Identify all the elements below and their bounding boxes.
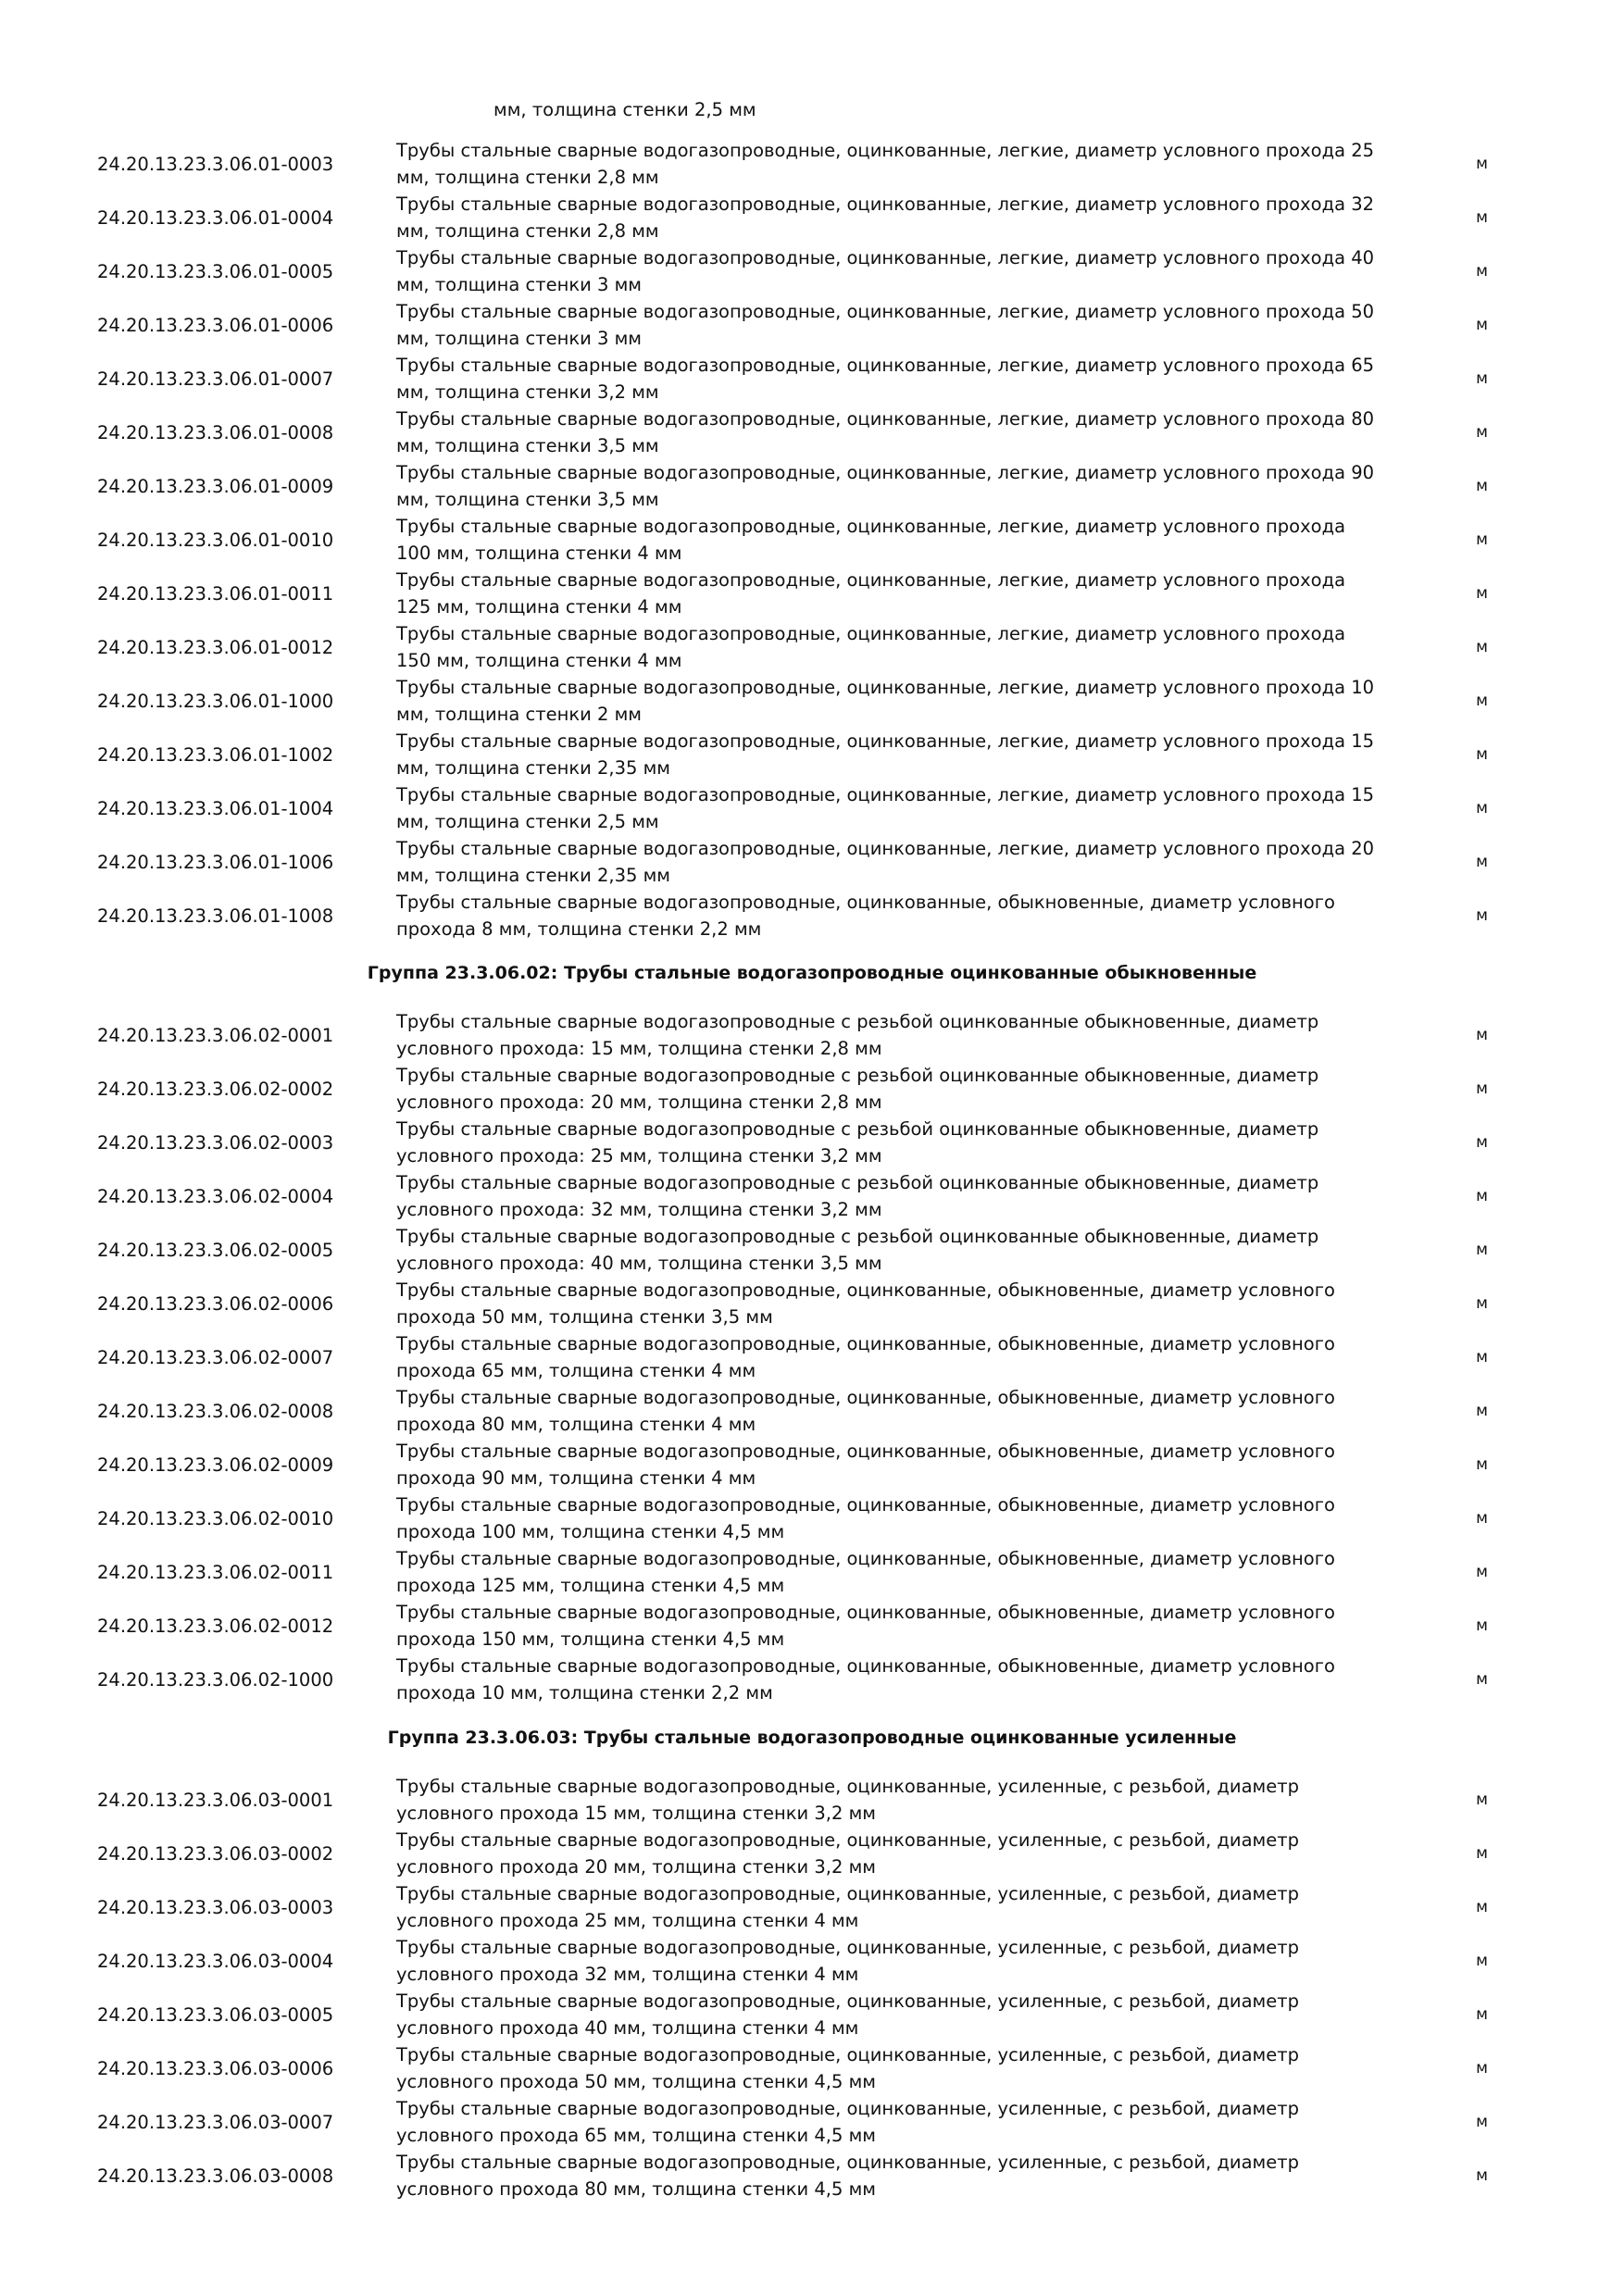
row-description xyxy=(396,1277,1447,1330)
row-code: 24.20.13.23.3.06.03-0006 xyxy=(97,2057,334,2079)
description-line-1: Трубы стальные сварные водогазопроводные, оцинкованные, обыкновенные, диаметр условного xyxy=(396,1655,1335,1677)
row-code: 24.20.13.23.3.06.02-0005 xyxy=(97,1239,334,1261)
row-code: 24.20.13.23.3.06.02-0003 xyxy=(97,1131,334,1154)
row-unit: м xyxy=(1476,853,1488,871)
description-line-1: Трубы стальные сварные водогазопроводные, оцинкованные, легкие, диаметр условного прохода xyxy=(396,516,1346,537)
description-line-2: условного прохода 40 мм, толщина стенки 4 мм xyxy=(396,2017,859,2039)
description-line-1: Трубы стальные сварные водогазопроводные, оцинкованные, легкие, диаметр условного прохода 32 xyxy=(396,193,1375,215)
row-unit: м xyxy=(1476,1241,1488,1259)
description-line-1: Трубы стальные сварные водогазопроводные, оцинкованные, обыкновенные, диаметр условного xyxy=(396,1494,1335,1516)
table-row xyxy=(0,1491,1624,1545)
description-line-1: Трубы стальные сварные водогазопроводные, оцинкованные, легкие, диаметр условного прохода 90 xyxy=(396,462,1375,483)
table-row xyxy=(0,1988,1624,2041)
row-unit: м xyxy=(1476,530,1488,549)
description-line-1: Трубы стальные сварные водогазопроводные, оцинкованные, легкие, диаметр условного прохода 80 xyxy=(396,408,1375,430)
description-line-1: Трубы стальные сварные водогазопроводные, оцинкованные, легкие, диаметр условного прохода 50 xyxy=(396,301,1375,322)
description-line-2: условного прохода 20 мм, толщина стенки 3,2 мм xyxy=(396,1856,876,1878)
row-description xyxy=(396,1223,1447,1277)
row-unit: м xyxy=(1476,584,1488,603)
row-description xyxy=(396,1653,1447,1706)
row-code: 24.20.13.23.3.06.01-1000 xyxy=(97,690,334,712)
row-description xyxy=(396,2095,1447,2149)
row-unit: м xyxy=(1476,1348,1488,1366)
table-row xyxy=(0,1384,1624,1438)
row-code: 24.20.13.23.3.06.01-1002 xyxy=(97,743,334,766)
description-line-2: мм, толщина стенки 3,2 мм xyxy=(396,381,659,403)
table-row xyxy=(0,889,1624,942)
description-line-2: прохода 8 мм, толщина стенки 2,2 мм xyxy=(396,918,762,940)
row-description xyxy=(396,1934,1447,1988)
description-line-2: условного прохода 65 мм, толщина стенки 4,5 мм xyxy=(396,2125,876,2146)
row-unit: м xyxy=(1476,745,1488,764)
description-line-2: мм, толщина стенки 2 мм xyxy=(396,704,643,725)
description-line-1: Трубы стальные сварные водогазопроводные с резьбой оцинкованные обыкновенные, диаметр xyxy=(396,1172,1319,1193)
row-description xyxy=(396,244,1447,298)
row-unit: м xyxy=(1476,906,1488,925)
row-code: 24.20.13.23.3.06.01-0012 xyxy=(97,636,334,658)
table-row xyxy=(0,835,1624,889)
row-code: 24.20.13.23.3.06.03-0004 xyxy=(97,1950,334,1972)
row-unit: м xyxy=(1476,1402,1488,1420)
table-row xyxy=(0,1934,1624,1988)
row-code: 24.20.13.23.3.06.03-0007 xyxy=(97,2111,334,2133)
row-code: 24.20.13.23.3.06.02-0007 xyxy=(97,1346,334,1368)
description-line-2: условного прохода 80 мм, толщина стенки 4,5 мм xyxy=(396,2178,876,2200)
group-heading-23-3-06-02: Группа 23.3.06.02: Трубы стальные водогазопроводные оцинкованные обыкновенные xyxy=(367,963,1257,983)
description-line-2: условного прохода: 15 мм, толщина стенки 2,8 мм xyxy=(396,1038,882,1059)
description-line-1: Трубы стальные сварные водогазопроводные, оцинкованные, легкие, диаметр условного прохода 25 xyxy=(396,140,1375,161)
table-row xyxy=(0,1599,1624,1653)
description-line-2: мм, толщина стенки 3 мм xyxy=(396,328,643,349)
table-row xyxy=(0,1773,1624,1827)
description-line-2: прохода 80 мм, толщина стенки 4 мм xyxy=(396,1414,756,1435)
row-description xyxy=(396,1062,1447,1116)
description-line-1: Трубы стальные сварные водогазопроводные, оцинкованные, обыкновенные, диаметр условного xyxy=(396,1387,1335,1408)
description-line-1: Трубы стальные сварные водогазопроводные с резьбой оцинкованные обыкновенные, диаметр xyxy=(396,1011,1319,1032)
table-row xyxy=(0,728,1624,781)
row-unit: м xyxy=(1476,638,1488,656)
description-line-1: Трубы стальные сварные водогазопроводные, оцинкованные, обыкновенные, диаметр условного xyxy=(396,1548,1335,1569)
row-description xyxy=(396,352,1447,406)
group-heading-23-3-06-03: Группа 23.3.06.03: Трубы стальные водогазопроводные оцинкованные усиленные xyxy=(387,1728,1237,1748)
description-line-1: Трубы стальные сварные водогазопроводные, оцинкованные, обыкновенные, диаметр условного xyxy=(396,1441,1335,1462)
description-line-1: Трубы стальные сварные водогазопроводные, оцинкованные, легкие, диаметр условного прохода 15 xyxy=(396,784,1375,805)
row-code: 24.20.13.23.3.06.02-0001 xyxy=(97,1024,334,1046)
table-row xyxy=(0,1169,1624,1223)
row-code: 24.20.13.23.3.06.02-0006 xyxy=(97,1292,334,1315)
section-1 xyxy=(0,137,1624,942)
row-unit: м xyxy=(1476,262,1488,281)
description-line-2: прохода 10 мм, толщина стенки 2,2 мм xyxy=(396,1682,773,1703)
description-line-2: мм, толщина стенки 3,5 мм xyxy=(396,489,659,510)
description-line-2: условного прохода 15 мм, толщина стенки 3,2 мм xyxy=(396,1803,876,1824)
row-description xyxy=(396,1545,1447,1599)
row-unit: м xyxy=(1476,208,1488,227)
description-line-2: мм, толщина стенки 2,8 мм xyxy=(396,220,659,242)
description-line-1: Трубы стальные сварные водогазопроводные, оцинкованные, обыкновенные, диаметр условного xyxy=(396,892,1335,913)
description-line-1: Трубы стальные сварные водогазопроводные, оцинкованные, усиленные, с резьбой, диаметр xyxy=(396,1937,1299,1958)
row-unit: м xyxy=(1476,799,1488,817)
table-row xyxy=(0,1545,1624,1599)
row-code: 24.20.13.23.3.06.03-0003 xyxy=(97,1896,334,1918)
row-code: 24.20.13.23.3.06.03-0002 xyxy=(97,1842,334,1865)
row-code: 24.20.13.23.3.06.01-0003 xyxy=(97,153,334,175)
row-description xyxy=(396,620,1447,674)
table-row xyxy=(0,137,1624,191)
table-row xyxy=(0,1438,1624,1491)
row-code: 24.20.13.23.3.06.01-1008 xyxy=(97,905,334,927)
row-description xyxy=(396,513,1447,567)
table-row xyxy=(0,781,1624,835)
row-code: 24.20.13.23.3.06.01-0004 xyxy=(97,206,334,229)
table-row xyxy=(0,1653,1624,1706)
description-line-2: мм, толщина стенки 2,8 мм xyxy=(396,167,659,188)
description-line-2: прохода 90 мм, толщина стенки 4 мм xyxy=(396,1467,756,1489)
row-code: 24.20.13.23.3.06.01-0009 xyxy=(97,475,334,497)
description-line-1: Трубы стальные сварные водогазопроводные, оцинкованные, легкие, диаметр условного прохода 10 xyxy=(396,677,1375,698)
row-unit: м xyxy=(1476,1079,1488,1098)
row-unit: м xyxy=(1476,316,1488,334)
row-unit: м xyxy=(1476,1844,1488,1863)
row-unit: м xyxy=(1476,1026,1488,1044)
row-unit: м xyxy=(1476,1791,1488,1809)
row-unit: м xyxy=(1476,1616,1488,1635)
table-row xyxy=(0,298,1624,352)
description-line-1: Трубы стальные сварные водогазопроводные, оцинкованные, легкие, диаметр условного прохода xyxy=(396,623,1346,644)
description-line-1: Трубы стальные сварные водогазопроводные, оцинкованные, легкие, диаметр условного прохода 40 xyxy=(396,247,1375,268)
table-row xyxy=(0,406,1624,459)
table-row xyxy=(0,1062,1624,1116)
section-2 xyxy=(0,1008,1624,1706)
row-description xyxy=(396,2149,1447,2202)
description-line-1: Трубы стальные сварные водогазопроводные, оцинкованные, легкие, диаметр условного прохода 15 xyxy=(396,730,1375,752)
description-line-1: Трубы стальные сварные водогазопроводные, оцинкованные, легкие, диаметр условного прохода 65 xyxy=(396,355,1375,376)
row-unit: м xyxy=(1476,2113,1488,2131)
description-line-2: 150 мм, толщина стенки 4 мм xyxy=(396,650,682,671)
table-row xyxy=(0,1880,1624,1934)
row-unit: м xyxy=(1476,1670,1488,1689)
description-line-2: условного прохода 32 мм, толщина стенки 4 мм xyxy=(396,1964,859,1985)
continuation-line: мм, толщина стенки 2,5 мм xyxy=(493,99,756,120)
description-line-1: Трубы стальные сварные водогазопроводные, оцинкованные, обыкновенные, диаметр условного xyxy=(396,1602,1335,1623)
row-description xyxy=(396,1773,1447,1827)
description-line-2: условного прохода: 20 мм, толщина стенки 2,8 мм xyxy=(396,1092,882,1113)
table-row xyxy=(0,459,1624,513)
row-code: 24.20.13.23.3.06.02-0008 xyxy=(97,1400,334,1422)
description-line-1: Трубы стальные сварные водогазопроводные, оцинкованные, обыкновенные, диаметр условного xyxy=(396,1333,1335,1354)
row-description xyxy=(396,406,1447,459)
table-row xyxy=(0,513,1624,567)
row-unit: м xyxy=(1476,1294,1488,1313)
description-line-1: Трубы стальные сварные водогазопроводные, оцинкованные, усиленные, с резьбой, диаметр xyxy=(396,2098,1299,2119)
row-code: 24.20.13.23.3.06.01-0005 xyxy=(97,260,334,282)
row-description xyxy=(396,298,1447,352)
description-line-2: прохода 50 мм, толщина стенки 3,5 мм xyxy=(396,1306,773,1328)
row-code: 24.20.13.23.3.06.01-0011 xyxy=(97,582,334,605)
row-description xyxy=(396,835,1447,889)
row-unit: м xyxy=(1476,477,1488,495)
row-code: 24.20.13.23.3.06.01-0008 xyxy=(97,421,334,443)
row-unit: м xyxy=(1476,1563,1488,1581)
row-description xyxy=(396,1008,1447,1062)
table-row xyxy=(0,191,1624,244)
description-line-2: 125 мм, толщина стенки 4 мм xyxy=(396,596,682,618)
section-3 xyxy=(0,1773,1624,2202)
row-description xyxy=(396,567,1447,620)
row-unit: м xyxy=(1476,1133,1488,1152)
table-row xyxy=(0,1277,1624,1330)
row-code: 24.20.13.23.3.06.02-0011 xyxy=(97,1561,334,1583)
row-code: 24.20.13.23.3.06.01-0007 xyxy=(97,368,334,390)
row-unit: м xyxy=(1476,1952,1488,1970)
row-description xyxy=(396,137,1447,191)
row-code: 24.20.13.23.3.06.02-1000 xyxy=(97,1668,334,1691)
section-rows xyxy=(0,1773,1624,2202)
description-line-2: прохода 65 мм, толщина стенки 4 мм xyxy=(396,1360,756,1381)
row-description xyxy=(396,1827,1447,1880)
row-unit: м xyxy=(1476,1187,1488,1205)
section-rows xyxy=(0,137,1624,942)
table-row xyxy=(0,567,1624,620)
row-description xyxy=(396,674,1447,728)
table-row xyxy=(0,1827,1624,1880)
description-line-2: мм, толщина стенки 3 мм xyxy=(396,274,643,295)
row-code: 24.20.13.23.3.06.01-1004 xyxy=(97,797,334,819)
table-row xyxy=(0,1008,1624,1062)
row-description xyxy=(396,1438,1447,1491)
description-line-2: условного прохода: 25 мм, толщина стенки 3,2 мм xyxy=(396,1145,882,1167)
description-line-1: Трубы стальные сварные водогазопроводные, оцинкованные, легкие, диаметр условного прохода 20 xyxy=(396,838,1375,859)
row-code: 24.20.13.23.3.06.03-0008 xyxy=(97,2165,334,2187)
row-code: 24.20.13.23.3.06.02-0012 xyxy=(97,1615,334,1637)
description-line-1: Трубы стальные сварные водогазопроводные, оцинкованные, усиленные, с резьбой, диаметр xyxy=(396,1776,1299,1797)
table-row xyxy=(0,1330,1624,1384)
row-code: 24.20.13.23.3.06.03-0005 xyxy=(97,2003,334,2026)
row-code: 24.20.13.23.3.06.02-0009 xyxy=(97,1454,334,1476)
description-line-2: прохода 100 мм, толщина стенки 4,5 мм xyxy=(396,1521,785,1542)
description-line-1: Трубы стальные сварные водогазопроводные с резьбой оцинкованные обыкновенные, диаметр xyxy=(396,1118,1319,1140)
description-line-1: Трубы стальные сварные водогазопроводные с резьбой оцинкованные обыкновенные, диаметр xyxy=(396,1226,1319,1247)
row-unit: м xyxy=(1476,2005,1488,2024)
row-description xyxy=(396,191,1447,244)
description-line-1: Трубы стальные сварные водогазопроводные с резьбой оцинкованные обыкновенные, диаметр xyxy=(396,1065,1319,1086)
row-code: 24.20.13.23.3.06.02-0010 xyxy=(97,1507,334,1529)
row-unit: м xyxy=(1476,2059,1488,2078)
description-line-1: Трубы стальные сварные водогазопроводные, оцинкованные, усиленные, с резьбой, диаметр xyxy=(396,2152,1299,2173)
row-code: 24.20.13.23.3.06.01-0010 xyxy=(97,529,334,551)
description-line-1: Трубы стальные сварные водогазопроводные, оцинкованные, усиленные, с резьбой, диаметр xyxy=(396,1990,1299,2012)
table-row xyxy=(0,674,1624,728)
description-line-2: мм, толщина стенки 2,5 мм xyxy=(396,811,659,832)
row-description xyxy=(396,1330,1447,1384)
description-line-1: Трубы стальные сварные водогазопроводные, оцинкованные, легкие, диаметр условного прохода xyxy=(396,569,1346,591)
row-description xyxy=(396,459,1447,513)
row-code: 24.20.13.23.3.06.01-1006 xyxy=(97,851,334,873)
table-row xyxy=(0,244,1624,298)
description-line-2: условного прохода 25 мм, толщина стенки 4 мм xyxy=(396,1910,859,1931)
description-line-2: 100 мм, толщина стенки 4 мм xyxy=(396,543,682,564)
table-row xyxy=(0,352,1624,406)
row-unit: м xyxy=(1476,1455,1488,1474)
description-line-2: прохода 150 мм, толщина стенки 4,5 мм xyxy=(396,1628,785,1650)
row-unit: м xyxy=(1476,692,1488,710)
row-description xyxy=(396,1384,1447,1438)
description-line-2: условного прохода: 32 мм, толщина стенки 3,2 мм xyxy=(396,1199,882,1220)
description-line-1: Трубы стальные сварные водогазопроводные, оцинкованные, усиленные, с резьбой, диаметр xyxy=(396,2044,1299,2065)
row-description xyxy=(396,1116,1447,1169)
description-line-1: Трубы стальные сварные водогазопроводные, оцинкованные, усиленные, с резьбой, диаметр xyxy=(396,1883,1299,1904)
description-line-2: мм, толщина стенки 2,35 мм xyxy=(396,865,671,886)
row-code: 24.20.13.23.3.06.02-0004 xyxy=(97,1185,334,1207)
row-unit: м xyxy=(1476,1898,1488,1916)
row-code: 24.20.13.23.3.06.01-0006 xyxy=(97,314,334,336)
row-description xyxy=(396,1599,1447,1653)
description-line-2: мм, толщина стенки 2,35 мм xyxy=(396,757,671,779)
table-row xyxy=(0,1223,1624,1277)
description-line-2: условного прохода 50 мм, толщина стенки 4,5 мм xyxy=(396,2071,876,2092)
row-unit: м xyxy=(1476,1509,1488,1528)
row-unit: м xyxy=(1476,155,1488,173)
row-description xyxy=(396,1880,1447,1934)
row-description xyxy=(396,728,1447,781)
row-description xyxy=(396,889,1447,942)
row-description xyxy=(396,1491,1447,1545)
table-row xyxy=(0,2095,1624,2149)
description-line-2: прохода 125 мм, толщина стенки 4,5 мм xyxy=(396,1575,785,1596)
row-description xyxy=(396,1169,1447,1223)
row-unit: м xyxy=(1476,369,1488,388)
description-line-1: Трубы стальные сварные водогазопроводные, оцинкованные, обыкновенные, диаметр условного xyxy=(396,1279,1335,1301)
table-row xyxy=(0,1116,1624,1169)
row-description xyxy=(396,781,1447,835)
table-row xyxy=(0,2149,1624,2202)
row-description xyxy=(396,1988,1447,2041)
row-code: 24.20.13.23.3.06.03-0001 xyxy=(97,1789,334,1811)
row-unit: м xyxy=(1476,423,1488,442)
table-row xyxy=(0,2041,1624,2095)
row-description xyxy=(396,2041,1447,2095)
description-line-2: условного прохода: 40 мм, толщина стенки 3,5 мм xyxy=(396,1253,882,1274)
row-unit: м xyxy=(1476,2166,1488,2185)
description-line-1: Трубы стальные сварные водогазопроводные, оцинкованные, усиленные, с резьбой, диаметр xyxy=(396,1829,1299,1851)
row-code: 24.20.13.23.3.06.02-0002 xyxy=(97,1078,334,1100)
table-row xyxy=(0,620,1624,674)
description-line-2: мм, толщина стенки 3,5 мм xyxy=(396,435,659,456)
section-rows xyxy=(0,1008,1624,1706)
